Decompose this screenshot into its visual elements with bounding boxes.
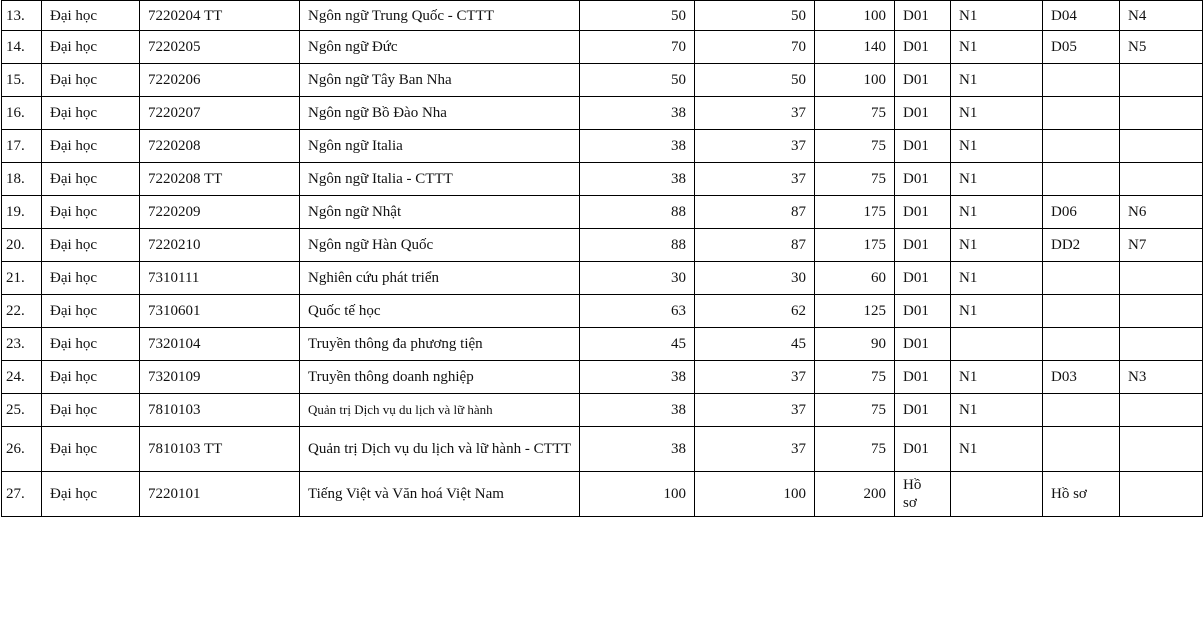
subject-combo-1: D01 (895, 427, 951, 472)
subject-code-2 (1120, 97, 1203, 130)
row-number: 15. (2, 64, 42, 97)
subject-combo-1: D01 (895, 196, 951, 229)
quota-1: 45 (580, 328, 695, 361)
quota-total: 90 (815, 328, 895, 361)
table-row (2, 130, 1203, 163)
subject-combo-2 (1043, 328, 1120, 361)
row-number: 16. (2, 97, 42, 130)
table-row (2, 328, 1203, 361)
subject-combo-2: D05 (1043, 31, 1120, 64)
program-name: Ngôn ngữ Bồ Đào Nha (300, 97, 580, 130)
education-level: Đại học (42, 1, 140, 31)
subject-code-2: N4 (1120, 1, 1203, 31)
education-level: Đại học (42, 328, 140, 361)
row-number: 22. (2, 295, 42, 328)
program-code: 7220204 TT (140, 1, 300, 31)
table-row (2, 1, 1203, 31)
quota-1: 38 (580, 97, 695, 130)
quota-total: 200 (815, 472, 895, 517)
table-row (2, 64, 1203, 97)
table-row (2, 97, 1203, 130)
subject-code-1: N1 (951, 97, 1043, 130)
table-row (2, 163, 1203, 196)
quota-1: 88 (580, 196, 695, 229)
quota-1: 38 (580, 427, 695, 472)
subject-combo-1: D01 (895, 97, 951, 130)
subject-code-2 (1120, 295, 1203, 328)
quota-total: 100 (815, 1, 895, 31)
program-name: Truyền thông doanh nghiệp (300, 361, 580, 394)
quota-2: 87 (695, 196, 815, 229)
quota-total: 75 (815, 394, 895, 427)
subject-code-2 (1120, 262, 1203, 295)
subject-code-1: N1 (951, 130, 1043, 163)
education-level: Đại học (42, 196, 140, 229)
subject-combo-1: D01 (895, 295, 951, 328)
education-level: Đại học (42, 262, 140, 295)
program-name: Quốc tế học (300, 295, 580, 328)
program-code: 7220208 (140, 130, 300, 163)
subject-combo-2 (1043, 427, 1120, 472)
program-name: Ngôn ngữ Đức (300, 31, 580, 64)
subject-code-2: N3 (1120, 361, 1203, 394)
subject-code-1: N1 (951, 394, 1043, 427)
quota-2: 70 (695, 31, 815, 64)
education-level: Đại học (42, 97, 140, 130)
quota-total: 125 (815, 295, 895, 328)
subject-combo-2: D04 (1043, 1, 1120, 31)
subject-combo-2 (1043, 163, 1120, 196)
subject-code-2: N7 (1120, 229, 1203, 262)
quota-2: 37 (695, 427, 815, 472)
row-number: 23. (2, 328, 42, 361)
education-level: Đại học (42, 163, 140, 196)
row-number: 18. (2, 163, 42, 196)
table-row (2, 295, 1203, 328)
subject-code-1: N1 (951, 1, 1043, 31)
row-number: 26. (2, 427, 42, 472)
row-number: 21. (2, 262, 42, 295)
quota-1: 100 (580, 472, 695, 517)
table-row (2, 361, 1203, 394)
subject-code-1: N1 (951, 295, 1043, 328)
row-number: 19. (2, 196, 42, 229)
program-name: Tiếng Việt và Văn hoá Việt Nam (300, 472, 580, 517)
quota-total: 75 (815, 361, 895, 394)
quota-total: 75 (815, 97, 895, 130)
quota-2: 37 (695, 394, 815, 427)
subject-combo-2 (1043, 295, 1120, 328)
row-number: 20. (2, 229, 42, 262)
education-level: Đại học (42, 130, 140, 163)
subject-combo-1: D01 (895, 31, 951, 64)
quota-total: 100 (815, 64, 895, 97)
subject-combo-2: DD2 (1043, 229, 1120, 262)
quota-total: 140 (815, 31, 895, 64)
program-code: 7810103 TT (140, 427, 300, 472)
education-level: Đại học (42, 361, 140, 394)
quota-2: 37 (695, 163, 815, 196)
program-name: Quản trị Dịch vụ du lịch và lữ hành - CTTT (300, 427, 580, 472)
table-row (2, 262, 1203, 295)
quota-2: 37 (695, 97, 815, 130)
quota-total: 60 (815, 262, 895, 295)
quota-1: 70 (580, 31, 695, 64)
quota-2: 37 (695, 130, 815, 163)
row-number: 24. (2, 361, 42, 394)
subject-combo-2: Hồ sơ (1043, 472, 1120, 517)
quota-total: 175 (815, 196, 895, 229)
subject-code-2 (1120, 472, 1203, 517)
row-number: 27. (2, 472, 42, 517)
table-row (2, 427, 1203, 472)
subject-code-1 (951, 472, 1043, 517)
subject-combo-1: D01 (895, 1, 951, 31)
quota-1: 38 (580, 394, 695, 427)
table-row (2, 229, 1203, 262)
subject-code-1: N1 (951, 361, 1043, 394)
program-name: Ngôn ngữ Tây Ban Nha (300, 64, 580, 97)
quota-2: 37 (695, 361, 815, 394)
subject-combo-2 (1043, 97, 1120, 130)
quota-1: 30 (580, 262, 695, 295)
program-code: 7220208 TT (140, 163, 300, 196)
subject-combo-1: D01 (895, 130, 951, 163)
program-code: 7220205 (140, 31, 300, 64)
quota-1: 38 (580, 130, 695, 163)
program-name: Ngôn ngữ Italia - CTTT (300, 163, 580, 196)
table-row (2, 394, 1203, 427)
subject-code-1: N1 (951, 31, 1043, 64)
subject-code-1: N1 (951, 196, 1043, 229)
education-level: Đại học (42, 64, 140, 97)
quota-total: 75 (815, 163, 895, 196)
quota-1: 38 (580, 163, 695, 196)
quota-1: 50 (580, 1, 695, 31)
program-code: 7320104 (140, 328, 300, 361)
quota-1: 38 (580, 361, 695, 394)
program-name: Ngôn ngữ Nhật (300, 196, 580, 229)
program-name: Truyền thông đa phương tiện (300, 328, 580, 361)
quota-total: 75 (815, 427, 895, 472)
row-number: 13. (2, 1, 42, 31)
program-code: 7220209 (140, 196, 300, 229)
education-level: Đại học (42, 427, 140, 472)
quota-1: 63 (580, 295, 695, 328)
table-row (2, 196, 1203, 229)
program-code: 7220101 (140, 472, 300, 517)
program-code: 7810103 (140, 394, 300, 427)
education-level: Đại học (42, 394, 140, 427)
subject-code-2 (1120, 163, 1203, 196)
quota-2: 45 (695, 328, 815, 361)
program-code: 7310111 (140, 262, 300, 295)
subject-combo-2 (1043, 262, 1120, 295)
program-code: 7310601 (140, 295, 300, 328)
quota-total: 175 (815, 229, 895, 262)
subject-code-2 (1120, 130, 1203, 163)
table-body (2, 1, 1203, 517)
subject-combo-2: D03 (1043, 361, 1120, 394)
program-name: Nghiên cứu phát triển (300, 262, 580, 295)
subject-code-2: N6 (1120, 196, 1203, 229)
program-name: Ngôn ngữ Italia (300, 130, 580, 163)
quota-2: 87 (695, 229, 815, 262)
subject-combo-1: D01 (895, 64, 951, 97)
table-row (2, 31, 1203, 64)
row-number: 25. (2, 394, 42, 427)
subject-combo-2 (1043, 130, 1120, 163)
subject-code-1: N1 (951, 229, 1043, 262)
subject-code-1: N1 (951, 163, 1043, 196)
quota-1: 88 (580, 229, 695, 262)
quota-2: 30 (695, 262, 815, 295)
subject-combo-2 (1043, 394, 1120, 427)
subject-code-2 (1120, 427, 1203, 472)
subject-combo-1: D01 (895, 394, 951, 427)
admissions-table (1, 0, 1203, 517)
subject-combo-1: D01 (895, 229, 951, 262)
program-code: 7220210 (140, 229, 300, 262)
education-level: Đại học (42, 229, 140, 262)
subject-code-1: N1 (951, 427, 1043, 472)
subject-combo-1: D01 (895, 328, 951, 361)
subject-code-1 (951, 328, 1043, 361)
subject-combo-1: D01 (895, 262, 951, 295)
subject-code-2: N5 (1120, 31, 1203, 64)
quota-2: 50 (695, 1, 815, 31)
program-code: 7220207 (140, 97, 300, 130)
program-name: Ngôn ngữ Hàn Quốc (300, 229, 580, 262)
subject-combo-1: D01 (895, 361, 951, 394)
education-level: Đại học (42, 31, 140, 64)
subject-code-1: N1 (951, 262, 1043, 295)
subject-combo-1: D01 (895, 163, 951, 196)
table-row (2, 472, 1203, 517)
program-name: Quản trị Dịch vụ du lịch và lữ hành (300, 394, 580, 427)
education-level: Đại học (42, 472, 140, 517)
program-name: Ngôn ngữ Trung Quốc - CTTT (300, 1, 580, 31)
subject-combo-1: Hồ sơ (895, 472, 951, 517)
subject-combo-2: D06 (1043, 196, 1120, 229)
quota-2: 62 (695, 295, 815, 328)
quota-2: 100 (695, 472, 815, 517)
program-code: 7220206 (140, 64, 300, 97)
quota-1: 50 (580, 64, 695, 97)
quota-total: 75 (815, 130, 895, 163)
subject-code-2 (1120, 394, 1203, 427)
program-code: 7320109 (140, 361, 300, 394)
quota-2: 50 (695, 64, 815, 97)
subject-code-2 (1120, 64, 1203, 97)
subject-code-2 (1120, 328, 1203, 361)
row-number: 14. (2, 31, 42, 64)
row-number: 17. (2, 130, 42, 163)
subject-code-1: N1 (951, 64, 1043, 97)
education-level: Đại học (42, 295, 140, 328)
subject-combo-2 (1043, 64, 1120, 97)
